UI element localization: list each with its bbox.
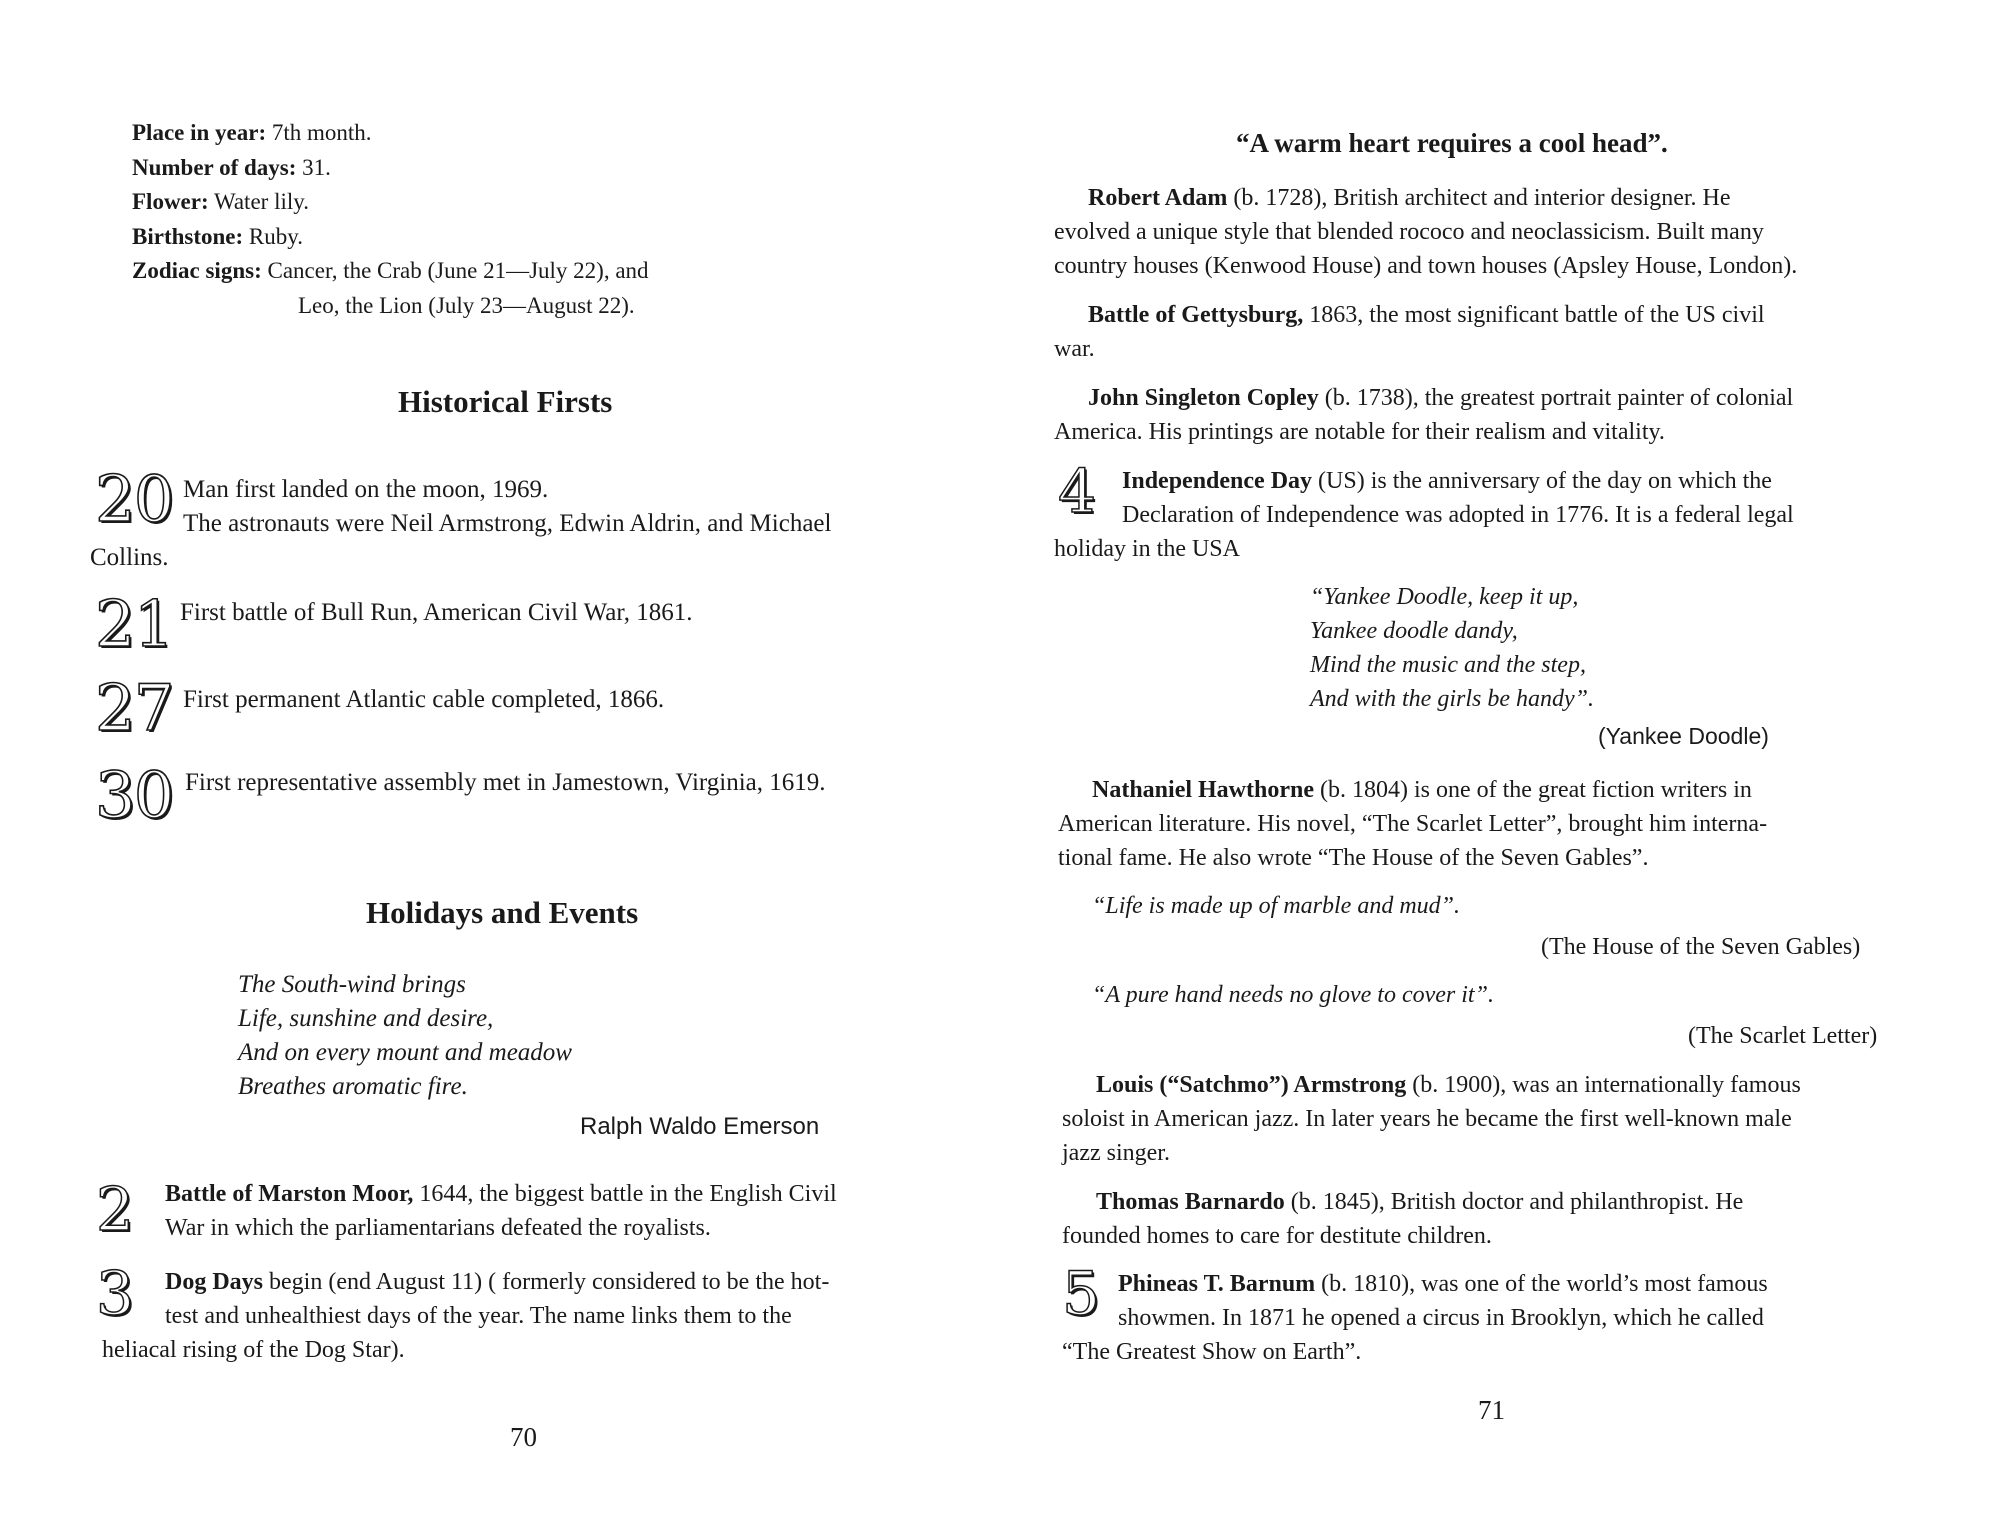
poem-author: Ralph Waldo Emerson — [580, 1113, 820, 1140]
holidays-heading: Holidays and Events — [366, 895, 639, 930]
poem-line: “Yankee Doodle, keep it up, — [1310, 584, 1579, 610]
quote-title: “A warm heart requires a cool head”. — [1236, 128, 1668, 158]
entry-text: soloist in American jazz. In later years he became the first well-known male — [1062, 1106, 1792, 1132]
fact-flower: Flower: Water lily. — [132, 189, 309, 214]
historical-firsts-heading: Historical Firsts — [398, 384, 613, 419]
entry-text: showmen. In 1871 he opened a circus in Brooklyn, which he called — [1118, 1305, 1764, 1331]
entry-text: America. His printings are notable for their realism and vitality. — [1054, 419, 1665, 445]
quote-text: “A pure hand needs no glove to cover it”. — [1092, 982, 1494, 1008]
event-text: Dog Days begin (end August 11) ( formerly considered to be the hot- — [165, 1269, 830, 1295]
entry-text: “The Greatest Show on Earth”. — [1062, 1339, 1362, 1365]
entry-text: Louis (“Satchmo”) Armstrong (b. 1900), was an internationally famous — [1096, 1072, 1801, 1098]
day-number: 27 — [95, 672, 173, 746]
event-text: heliacal rising of the Dog Star). — [102, 1337, 405, 1363]
poem-line: Yankee doodle dandy, — [1310, 618, 1518, 644]
first-text: First representative assembly met in Jamestown, Virginia, 1619. — [185, 769, 826, 796]
entry-text: war. — [1054, 336, 1095, 362]
event-day: 3 — [96, 1259, 135, 1329]
page-number: 71 — [1478, 1395, 1505, 1425]
poem-line: The South-wind brings — [238, 971, 466, 998]
entry-text: John Singleton Copley (b. 1738), the greatest portrait painter of colonial — [1088, 385, 1794, 411]
event-text: Battle of Marston Moor, 1644, the biggest battle in the English Civil — [165, 1181, 837, 1207]
month-facts — [132, 116, 649, 323]
poem — [238, 968, 572, 1104]
fact-zodiac-cont: Leo, the Lion (July 23—August 22). — [298, 292, 635, 318]
event-day: 4 — [1058, 457, 1097, 527]
first-text: Man first landed on the moon, 1969. — [183, 476, 549, 503]
event-day: 2 — [96, 1175, 135, 1245]
entry-text: Declaration of Independence was adopted in 1776. It is a federal legal — [1122, 502, 1794, 528]
first-text: First permanent Atlantic cable completed, 1866. — [183, 686, 665, 713]
day-number: 21 — [95, 588, 173, 662]
fact-zodiac: Zodiac signs: Cancer, the Crab (June 21—July 22), and — [132, 258, 649, 283]
entry-text: Phineas T. Barnum (b. 1810), was one of the world’s most famous — [1118, 1271, 1768, 1297]
entry-text: holiday in the USA — [1054, 536, 1240, 562]
entry-text: tional fame. He also wrote “The House of the Seven Gables”. — [1058, 845, 1649, 871]
poem-line: Life, sunshine and desire, — [238, 1005, 494, 1032]
event-text: test and unhealthiest days of the year. The name links them to the — [165, 1303, 792, 1329]
entry-text: founded homes to care for destitute children. — [1062, 1223, 1492, 1249]
poem-line: And on every mount and meadow — [238, 1039, 572, 1066]
first-text: First battle of Bull Run, American Civil War, 1861. — [180, 599, 693, 626]
entry-text: Nathaniel Hawthorne (b. 1804) is one of the great fiction writers in — [1092, 777, 1752, 803]
day-number: 30 — [95, 759, 173, 833]
event-day: 5 — [1062, 1259, 1101, 1329]
poem-line: Mind the music and the step, — [1310, 652, 1586, 678]
poem-source: (Yankee Doodle) — [1598, 723, 1769, 749]
event-text: War in which the parliamentarians defeated the royalists. — [165, 1215, 711, 1241]
page-number: 70 — [510, 1422, 537, 1452]
entry-text: jazz singer. — [1062, 1140, 1170, 1166]
fact-days: Number of days: 31. — [132, 154, 331, 180]
first-text: Collins. — [90, 544, 169, 571]
fact-birthstone: Birthstone: Ruby. — [132, 223, 304, 249]
entry-text: Robert Adam (b. 1728), British architect and interior designer. He — [1088, 185, 1731, 211]
quote-text: “Life is made up of marble and mud”. — [1092, 893, 1461, 919]
right-page — [1000, 0, 2000, 1539]
entry-text: Thomas Barnardo (b. 1845), British doctor and philanthropist. He — [1096, 1189, 1744, 1215]
first-text: The astronauts were Neil Armstrong, Edwin Aldrin, and Michael — [183, 510, 832, 537]
entry-text: evolved a unique style that blended rococo and neoclassicism. Built many — [1054, 219, 1764, 245]
entry-text: Battle of Gettysburg, 1863, the most significant battle of the US civil — [1088, 302, 1765, 328]
quote-source: (The Scarlet Letter) — [1688, 1023, 1878, 1049]
entry-text: Independence Day (US) is the anniversary of the day on which the — [1122, 468, 1772, 494]
yankee-poem — [1310, 580, 1594, 716]
poem-line: Breathes aromatic fire. — [238, 1073, 468, 1100]
quote-source: (The House of the Seven Gables) — [1541, 934, 1861, 960]
poem-line: And with the girls be handy”. — [1310, 686, 1594, 712]
day-number: 20 — [95, 463, 173, 537]
entry-text: American literature. His novel, “The Scarlet Letter”, brought him interna- — [1058, 811, 1768, 837]
entry-text: country houses (Kenwood House) and town houses (Apsley House, London). — [1054, 253, 1798, 279]
fact-place: Place in year: 7th month. — [132, 120, 372, 145]
